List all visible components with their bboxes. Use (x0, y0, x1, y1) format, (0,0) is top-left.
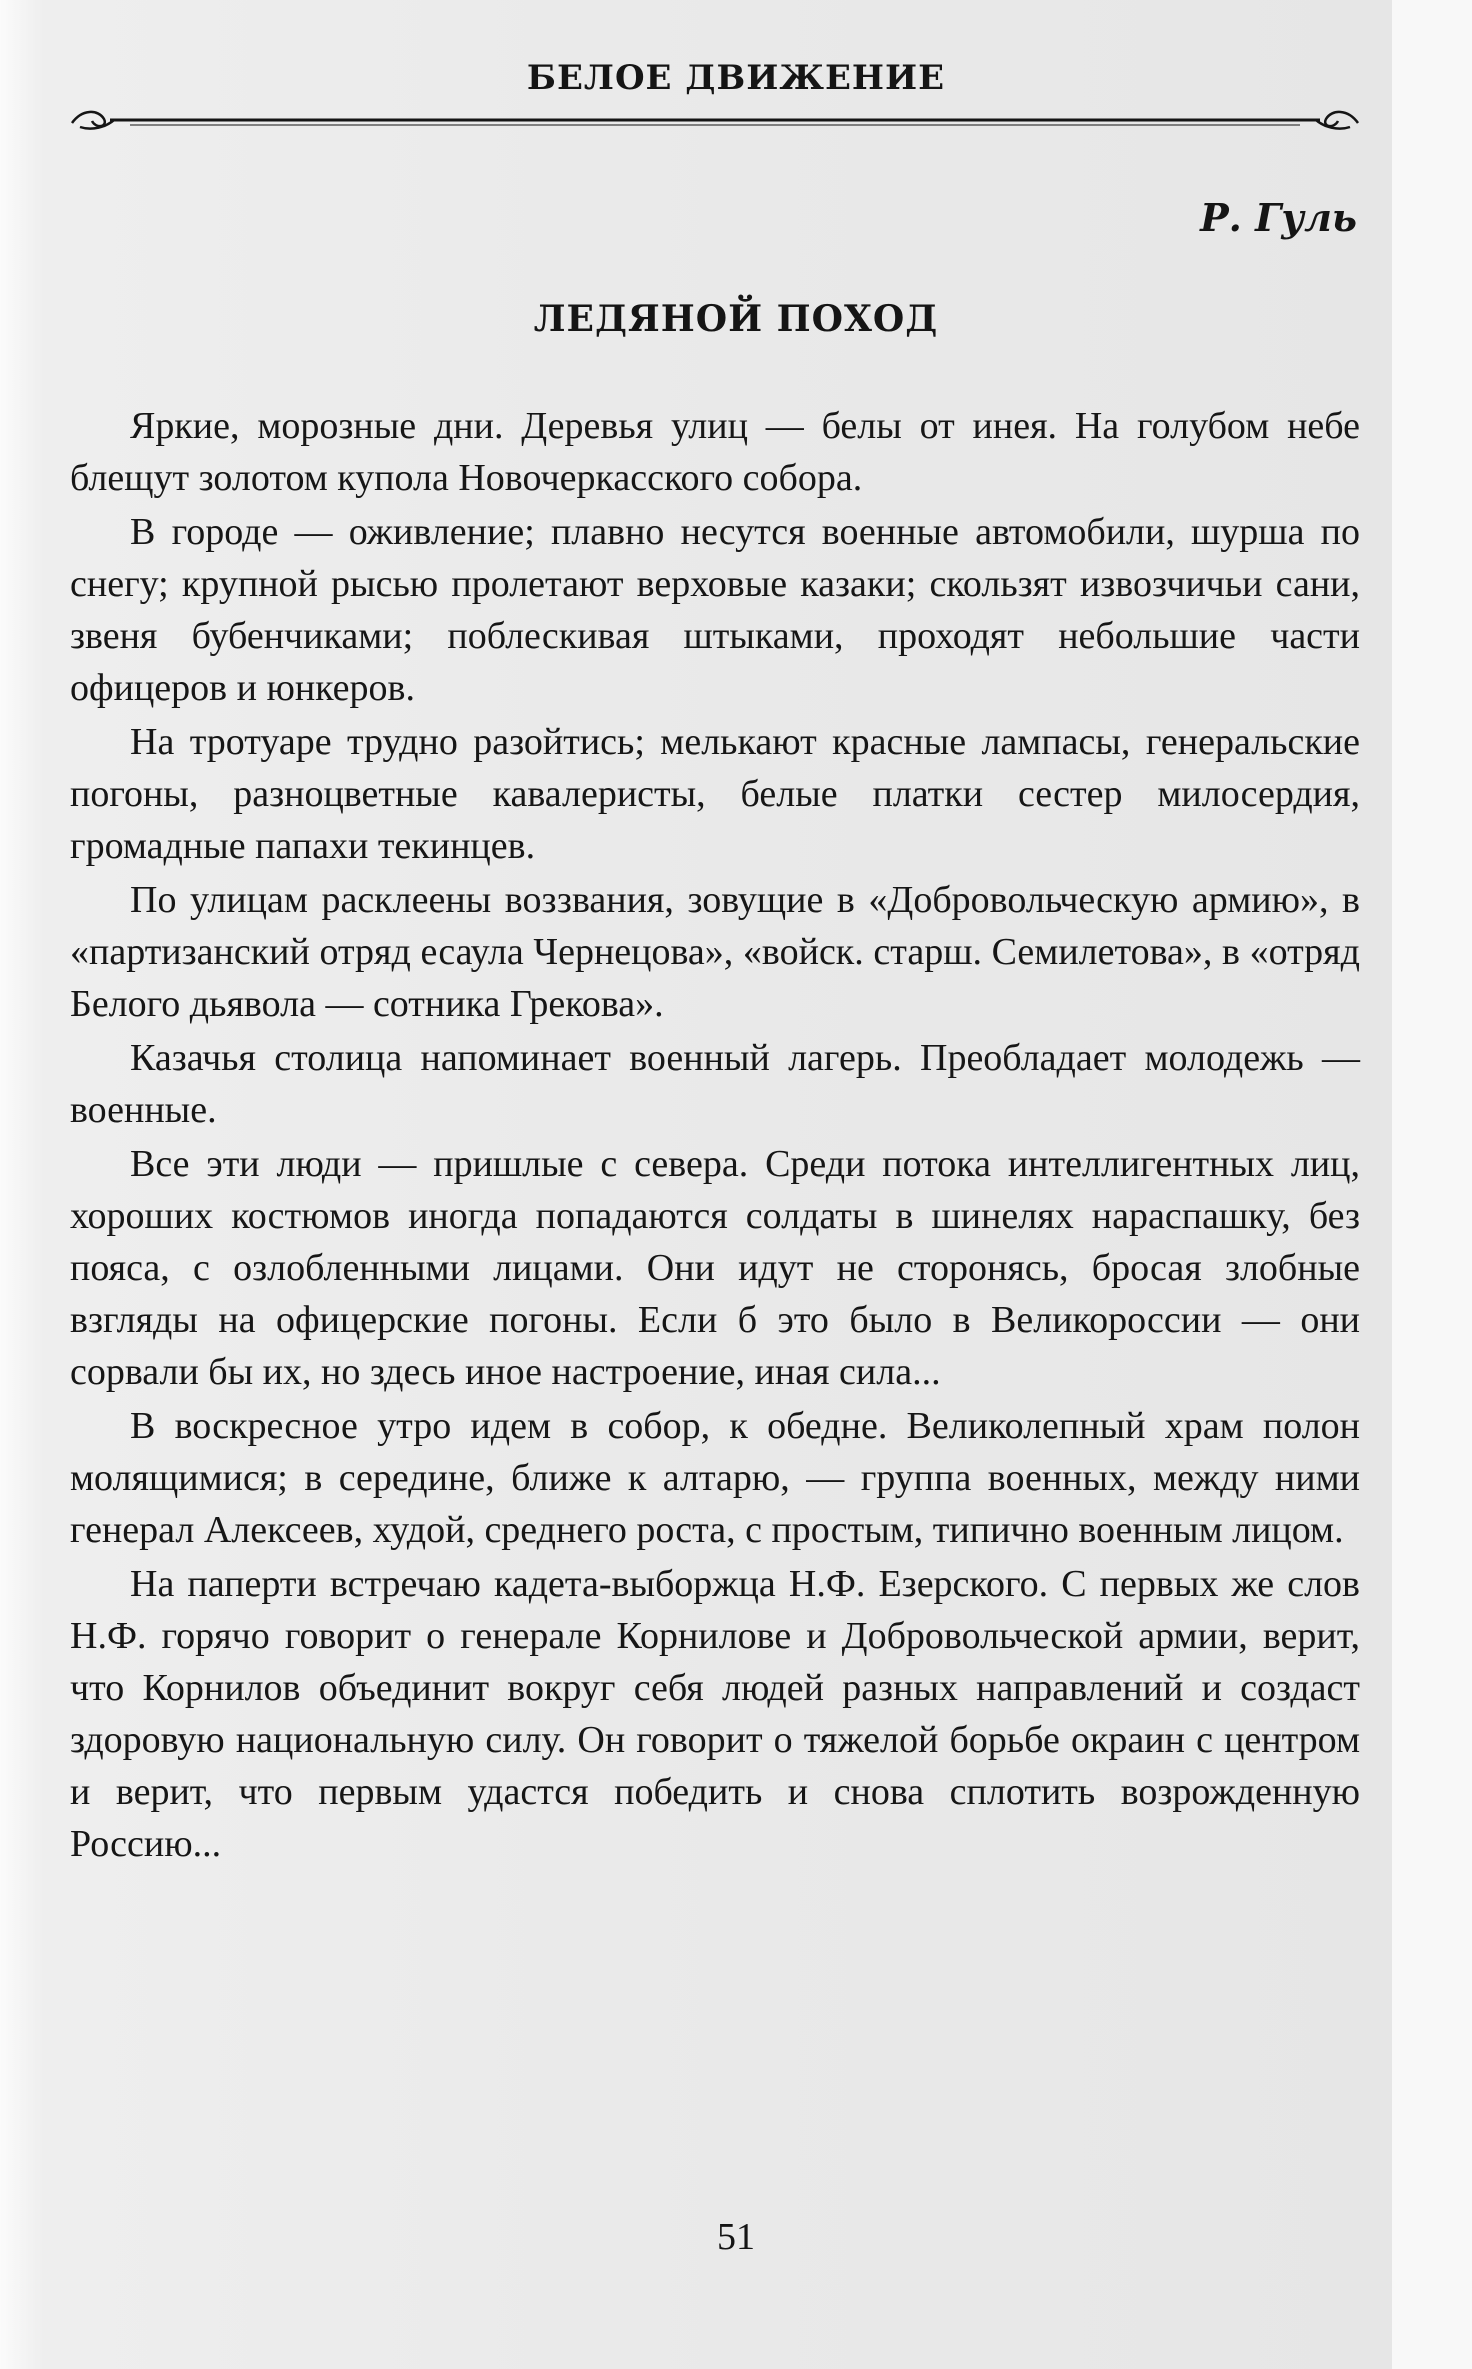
paragraph: Яркие, морозные дни. Деревья улиц — белы от инея. На голубом небе блещут золотом купола Новочеркасского собора. (70, 405, 1360, 499)
article-body (70, 400, 1360, 1872)
paragraph: Все эти люди — пришлые с севера. Среди потока интеллигентных лиц, хороших костюмов иногда попадаются солдаты в шинелях нараспашку, без пояса, с озлобленными лицами. Они идут не сторонясь, бросая злобные взгляды на офицерские погоны. Если б это было в Великороссии — они сорвали бы их, но здесь иное настроение, иная сила... (70, 1143, 1360, 1393)
article-author: Р. Гуль (1200, 195, 1357, 240)
paragraph: На паперти встречаю кадета-выборжца Н.Ф. Езерского. С первых же слов Н.Ф. горячо говорит о генерале Корнилове и Добровольческой армии, верит, что Корнилов объединит вокруг себя людей разных направлений и создаст здоровую национальную силу. Он говорит о тяжелой борьбе окраин с центром и верит, что первым удастся победить и снова сплотить возрожденную Россию... (70, 1563, 1360, 1865)
left-flourish-icon (72, 112, 114, 129)
header-ornament-rule (70, 105, 1360, 135)
paragraph: В городе — оживление; плавно несутся военные автомобили, шурша по снегу; крупной рысью пролетают верховые казаки; скользят извозчичьи сани, звеня бубенчиками; поблескивая штыками, проходят небольшие части офицеров и юнкеров. (70, 511, 1360, 709)
page-margin (1392, 0, 1472, 2369)
running-header: БЕЛОЕ ДВИЖЕНИЕ (526, 58, 946, 98)
article-title: ЛЕДЯНОЙ ПОХОД (533, 298, 939, 340)
paragraph: На тротуаре трудно разойтись; мелькают красные лампасы, генеральские погоны, разноцветные кавалеристы, белые платки сестер милосердия, громадные папахи текинцев. (70, 721, 1360, 867)
paragraph: В воскресное утро идем в собор, к обедне. Великолепный храм полон молящимися; в середине, ближе к алтарю, — группа военных, между ними генерал Алексеев, худой, среднего роста, с простым, типично военным лицом. (70, 1405, 1360, 1551)
paragraph: Казачья столица напоминает военный лагерь. Преобладает молодежь — военные. (70, 1037, 1360, 1131)
paragraph: По улицам расклеены воззвания, зовущие в «Добровольческую армию», в «партизанский отряд есаула Чернецова», «войск. старш. Семилетова», в «отряд Белого дьявола — сотника Грекова». (70, 879, 1360, 1025)
right-flourish-icon (1316, 112, 1358, 129)
page-number: 51 (717, 2216, 755, 2258)
